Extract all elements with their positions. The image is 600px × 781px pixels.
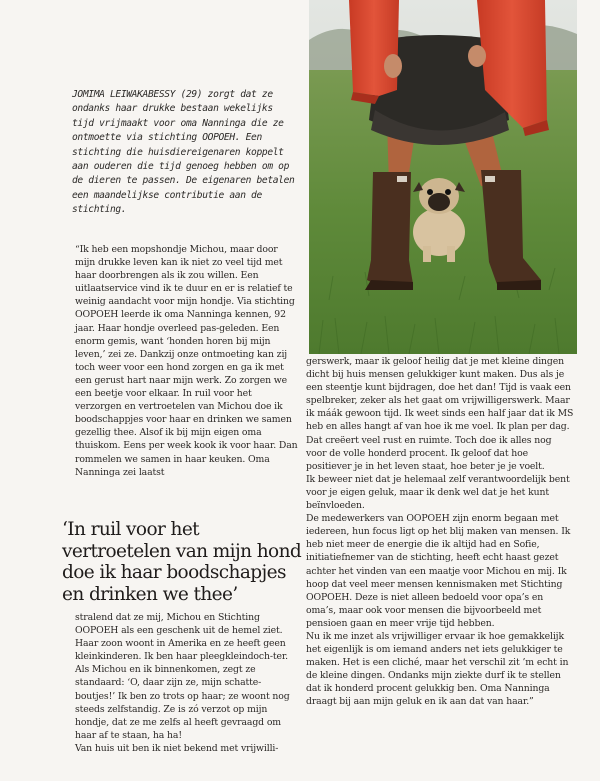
- pull-quote: ‘In ruil voor het vertroetelen van mijn hond doe ik haar boodschapjes en drinken we thee’: [62, 519, 302, 605]
- intro-text: JOMIMA LEIWAKABESSY (29) zorgt dat ze ondanks haar drukke bestaan wekelijks tijd vrijmaakt voor oma Nanninga die ze ontmoette via stichting OOPOEH. Een stichting die huisdiereigenaren koppelt aan ouderen die tijd genoeg hebben om op de dieren te passen. De eigenaren betalen een maandelijkse contributie aan de stichting.: [72, 89, 295, 216]
- body-paragraph: Van huis uit ben ik niet bekend met vrijwilli-: [75, 742, 279, 754]
- body-paragraph: Nu ik me inzet als vrijwilliger ervaar ik hoe gemakkelijk het eigenlijk is om iemand anders net iets gelukkiger te maken. Het is een cliché, maar het verschil zit ’m echt in de kleine dingen. Ondanks mijn ziekte durf ik te stellen dat ik honderd procent gelukkig ben. Oma Nanninga draagt bij aan mijn geluk en ik aan dat van haar.”: [306, 630, 569, 708]
- body-paragraph: De medewerkers van OOPOEH zijn enorm begaan met iedereen, hun focus ligt op het blij maken van mensen. Ik heb niet meer de energie die ik altijd had en Sofie, initiatiefnemer van de stichting, heeft echt haast gezet achter het vinden van een maatje voor Michou en mij. Ik hoop dat veel meer mensen kennismaken met Stichting OOPOEH. Deze is niet alleen bedoeld voor opa’s en oma’s, maar ook voor mensen die bijvoorbeeld met pensioen gaan en meer vrije tijd hebben.: [306, 513, 571, 629]
- photo-woman-with-pug: [309, 0, 577, 354]
- photo-illustration: [309, 0, 577, 354]
- article-column-left-top: [75, 243, 298, 479]
- body-paragraph: stralend dat ze mij, Michou en Stichting OOPOEH als een geschenk uit de hemel ziet. Haar zoon woont in Amerika en ze heeft geen kleinkinderen. Ik ben haar pleegkleindoch-ter. Als Michou en ik binnenkomen, zegt ze standaard: ‘O, daar zijn ze, mijn schatte-boutjes!’ Ik ben zo trots op haar; ze woont nog steeds zelfstandig. Ze is zó verzot op mijn hondje, dat ze me zelfs al heeft gevraagd om haar af te staan, ha ha!: [75, 612, 290, 741]
- article-column-left-bottom: [75, 611, 298, 755]
- body-paragraph: Ik beweer niet dat je helemaal zelf verantwoordelijk bent voor je eigen geluk, maar ik denk wel dat je het kunt beïnvloeden.: [306, 473, 570, 512]
- body-paragraph: gerswerk, maar ik geloof heilig dat je met kleine dingen dicht bij huis mensen gelukkiger kunt maken. Dus als je een steentje kunt bijdragen, doe het dan! Tijd is vaak een spelbreker, zeker als het gaat om vrijwilligerswerk. Maar ik máák gewoon tijd. Ik weet sinds een half jaar dat ik MS heb en alles hangt af van hoe ik me voel. Ik plan per dag. Dat creëert veel rust en ruimte. Toch doe ik alles nog voor de volle honderd procent. Ik geloof dat hoe positiever je in het leven staat, hoe beter je je voelt.: [306, 356, 574, 472]
- article-column-right: [306, 355, 574, 709]
- body-paragraph: “Ik heb een mopshondje Michou, maar door mijn drukke leven kan ik niet zo veel tijd met haar doorbrengen als ik zou willen. Een uitlaatservice vind ik te duur en er is relatief te weinig aandacht voor mijn hondje. Via stichting OOPOEH leerde ik oma Nanninga kennen, 92 jaar. Haar hondje overleed pas-geleden. Een enorm gemis, want ‘honden horen bij mijn leven,’ zei ze. Dankzij onze ontmoeting kan zij toch weer voor een hond zorgen en ga ik met een gerust hart naar mijn werk. Zo zorgen we een beetje voor elkaar. In ruil voor het verzorgen en vertroetelen van Michou doe ik boodschappjes voor haar en drinken we samen gezellig thee. Alsof ik bij mijn eigen oma thuiskom. Eens per week kook ik voor haar. Dan rommelen we samen in haar keuken. Oma Nanninga zei laatst: [75, 244, 298, 478]
